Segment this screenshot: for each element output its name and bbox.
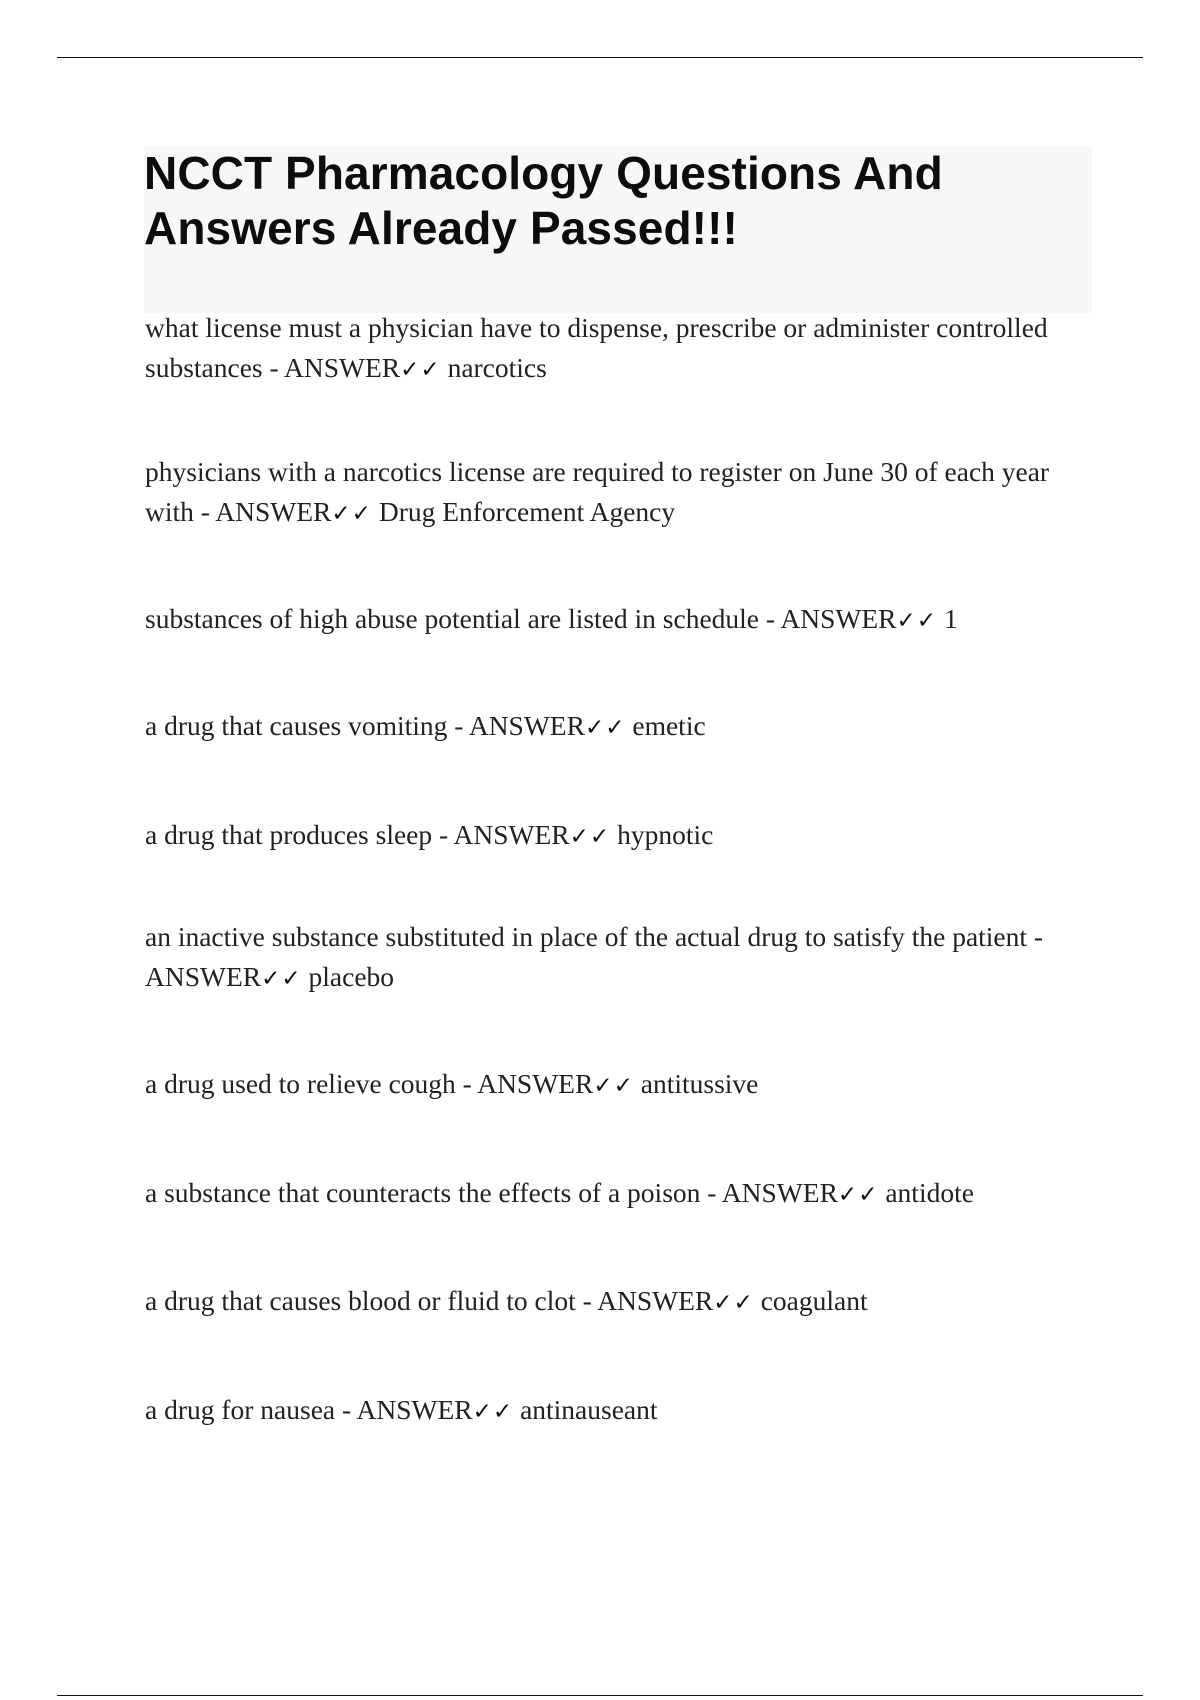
qa-item xyxy=(145,815,1095,857)
check-icon: ✓✓ xyxy=(569,824,611,850)
check-icon: ✓✓ xyxy=(472,1399,514,1425)
answer-marker: ANSWER xyxy=(453,819,570,850)
question-text: substances of high abuse potential are listed in schedule - xyxy=(145,603,781,634)
check-icon: ✓✓ xyxy=(400,357,441,383)
answer-marker: ANSWER xyxy=(215,496,332,527)
check-icon: ✓✓ xyxy=(593,1073,634,1099)
answer-marker: ANSWER xyxy=(356,1394,473,1425)
answer-marker: ANSWER xyxy=(721,1177,838,1208)
answer-text: 1 xyxy=(937,603,958,634)
question-text: physicians with a narcotics license are required to register on June 30 of each year with - xyxy=(145,456,1050,527)
answer-text: Drug Enforcement Agency xyxy=(371,496,676,527)
answer-text: coagulant xyxy=(753,1285,868,1316)
answer-text: antitussive xyxy=(633,1068,759,1099)
check-icon: ✓✓ xyxy=(261,966,302,992)
qa-item xyxy=(145,452,1095,534)
answer-text: narcotics xyxy=(440,352,547,383)
qa-item xyxy=(145,1173,1095,1215)
qa-item xyxy=(145,308,1095,390)
question-text: a drug for nausea - xyxy=(145,1394,357,1425)
answer-text: antidote xyxy=(878,1177,974,1208)
qa-item xyxy=(145,1390,1095,1432)
qa-item xyxy=(145,1064,1095,1106)
answer-marker: ANSWER xyxy=(145,961,262,992)
answer-marker: ANSWER xyxy=(780,603,897,634)
qa-item xyxy=(145,917,1095,999)
question-text: a drug that produces sleep - xyxy=(145,819,454,850)
check-icon: ✓✓ xyxy=(896,608,938,634)
check-icon: ✓✓ xyxy=(837,1182,879,1208)
answer-marker: ANSWER xyxy=(597,1285,714,1316)
question-text: a drug that causes vomiting - xyxy=(145,710,469,741)
qa-item xyxy=(145,1281,1095,1323)
check-icon: ✓✓ xyxy=(331,501,372,527)
answer-text: emetic xyxy=(625,710,706,741)
title-block xyxy=(144,146,1092,313)
question-text: an inactive substance substituted in place of the actual drug to satisfy the patient - xyxy=(145,921,1044,952)
page-title: NCCT Pharmacology Questions And Answers Already Passed!!! xyxy=(144,147,943,254)
answer-text: antinauseant xyxy=(513,1394,658,1425)
answer-marker: ANSWER xyxy=(284,352,401,383)
question-text: a substance that counteracts the effects of a poison - xyxy=(145,1177,722,1208)
check-icon: ✓✓ xyxy=(584,715,626,741)
answer-text: hypnotic xyxy=(610,819,714,850)
check-icon: ✓✓ xyxy=(713,1290,754,1316)
bottom-rule xyxy=(57,1695,1143,1696)
answer-marker: ANSWER xyxy=(468,710,585,741)
question-text: a drug used to relieve cough - xyxy=(145,1068,478,1099)
top-rule xyxy=(57,57,1143,58)
question-text: a drug that causes blood or fluid to clot - xyxy=(145,1285,598,1316)
answer-marker: ANSWER xyxy=(477,1068,594,1099)
qa-item xyxy=(145,599,1095,641)
answer-text: placebo xyxy=(301,961,395,992)
qa-item xyxy=(145,706,1095,748)
question-text: what license must a physician have to dispense, prescribe or administer controlled substances - xyxy=(145,312,1048,383)
